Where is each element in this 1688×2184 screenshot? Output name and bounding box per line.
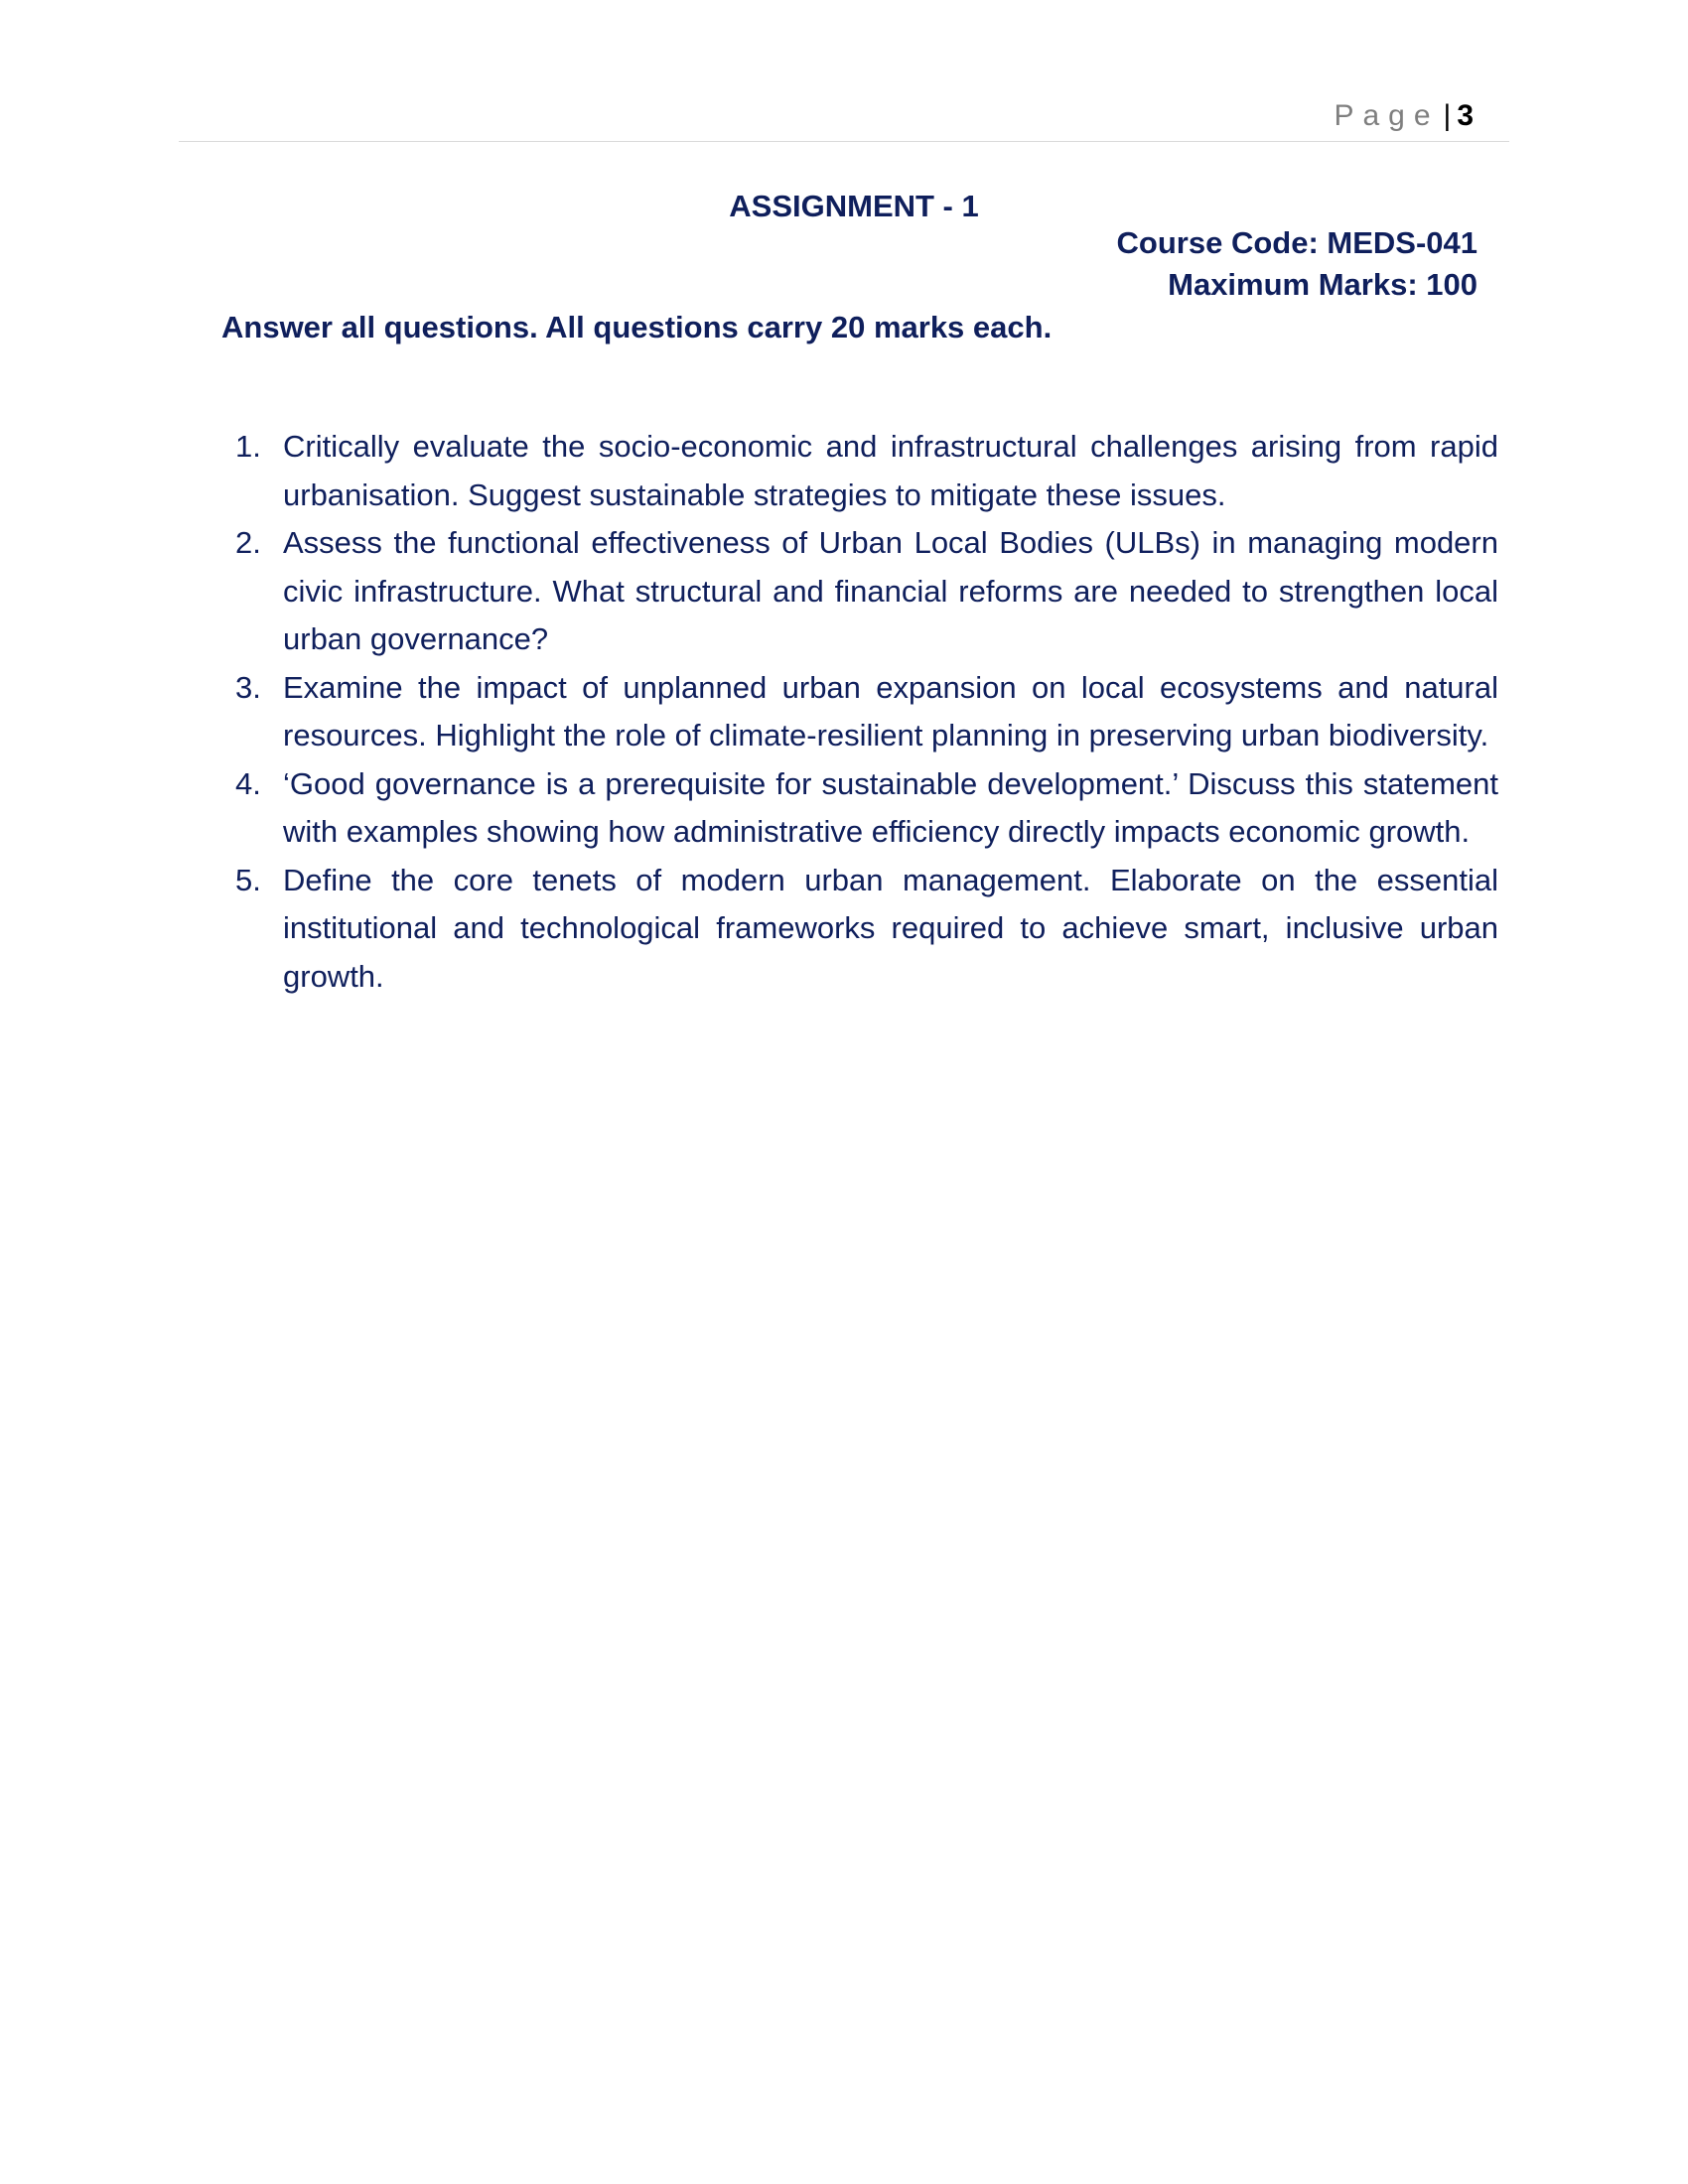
question-text: Critically evaluate the socio-economic and infrastructural challenges arising from rapid urbanisation. Suggest sustainable strategies to mitigate these issues. <box>283 429 1498 512</box>
question-item <box>221 857 1498 1002</box>
question-item <box>221 519 1498 664</box>
question-number: 2. <box>235 525 261 560</box>
question-number: 4. <box>235 765 261 801</box>
question-item <box>221 760 1498 857</box>
question-number: 3. <box>235 669 261 705</box>
page-separator: | <box>1443 99 1452 132</box>
instructions: Answer all questions. All questions carry 20 marks each. <box>221 310 1053 344</box>
page-word: Page <box>1334 99 1440 132</box>
assignment-title: ASSIGNMENT - 1 <box>729 189 979 223</box>
course-code: Course Code: MEDS-041 <box>1116 225 1477 260</box>
page-header <box>179 95 1509 142</box>
assignment-meta <box>1117 222 1477 306</box>
question-item <box>221 423 1498 519</box>
question-item <box>221 664 1498 760</box>
page-number-label <box>1334 99 1474 133</box>
question-text: Examine the impact of unplanned urban expansion on local ecosystems and natural resources. Highlight the role of climate-resilient planning in preserving urban biodiversity. <box>283 669 1498 752</box>
question-number: 5. <box>235 862 261 897</box>
question-number: 1. <box>235 429 261 464</box>
question-list <box>221 423 1498 1001</box>
page-number: 3 <box>1457 99 1474 132</box>
maximum-marks: Maximum Marks: 100 <box>1168 267 1477 302</box>
question-text: ‘Good governance is a prerequisite for sustainable development.’ Discuss this statement with examples showing how administrative efficiency directly impacts economic growth. <box>283 765 1498 849</box>
question-text: Assess the functional effectiveness of Urban Local Bodies (ULBs) in managing modern civic infrastructure. What structural and financial reforms are needed to strengthen local urban governance? <box>283 525 1498 656</box>
question-text: Define the core tenets of modern urban management. Elaborate on the essential institutional and technological frameworks required to achieve smart, inclusive urban growth. <box>283 862 1498 994</box>
